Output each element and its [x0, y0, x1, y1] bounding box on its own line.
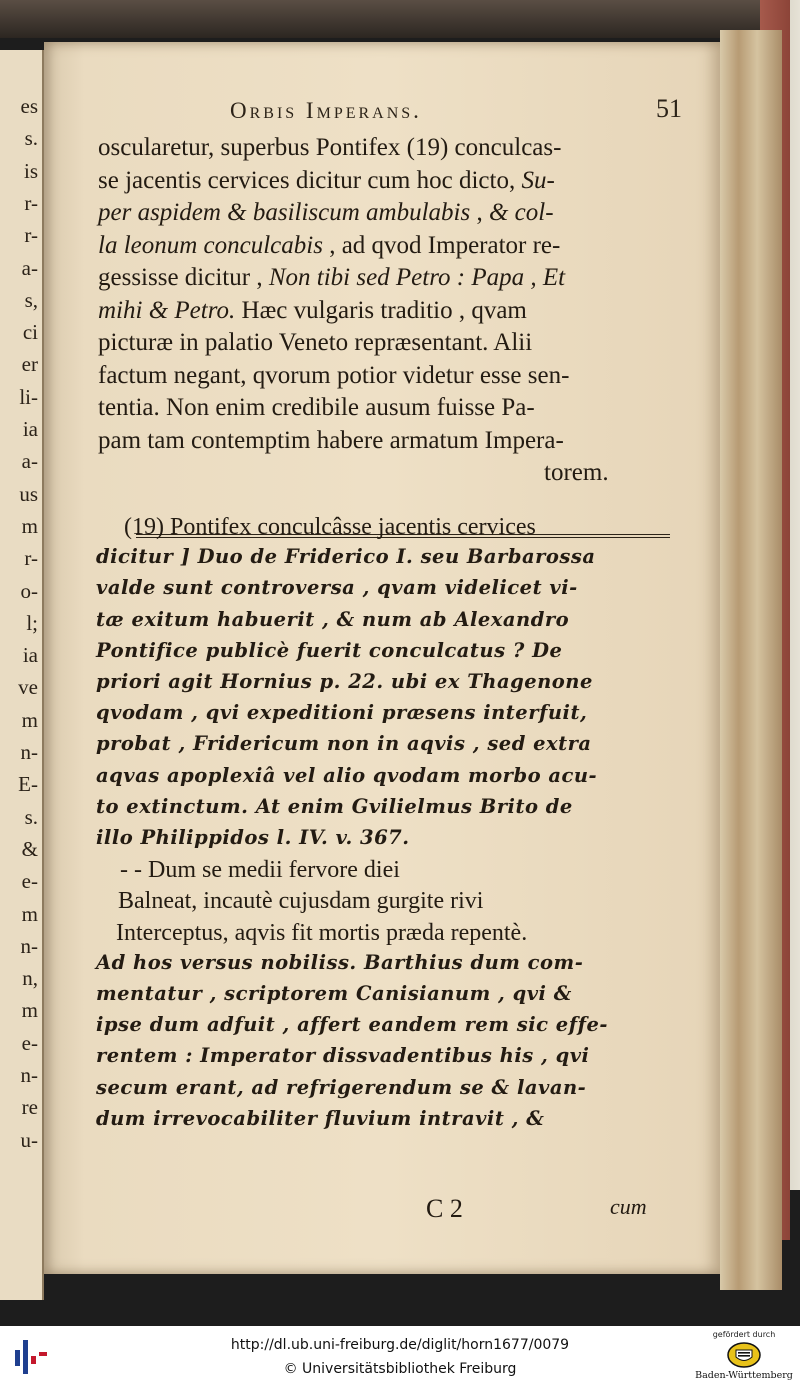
text-run: to extinctum. At enim Gvilielmus Brito de: [96, 794, 573, 818]
left-margin-fragment: l;: [26, 610, 38, 635]
text-run: rentem : Imperator dissvadentibus his , qvi: [96, 1044, 590, 1068]
text-run: ipse dum adfuit , affert eandem rem sic effe-: [96, 1013, 608, 1037]
book-page-edges: [720, 30, 782, 1290]
footnote-line: [96, 639, 562, 662]
text-run: factum negant, qvorum potior videtur esse sen-: [98, 361, 570, 389]
main-text-line: [98, 264, 565, 292]
text-run: tentia. Non enim credibile ausum fuisse Pa-: [98, 394, 535, 421]
text-run: Interceptus, aqvis fit mortis præda repentè.: [116, 919, 528, 946]
left-margin-fragment: us: [19, 481, 38, 506]
footnote-line: [96, 701, 587, 724]
left-margin-fragment: s,: [24, 287, 38, 312]
text-run: illo Philippidos l. IV. v. 367.: [96, 826, 410, 849]
footnote-line: [96, 795, 573, 818]
left-margin-fragment: es: [20, 94, 38, 118]
text-run: , ad qvod Imperator re-: [322, 231, 561, 259]
main-text-line: [544, 459, 609, 487]
footnote-line: [118, 888, 483, 915]
footnote-line: [96, 1107, 544, 1130]
permalink-url[interactable]: http://dl.ub.uni-freiburg.de/diglit/horn1677/0079: [230, 1337, 570, 1353]
left-page-fragment: [0, 50, 44, 1300]
text-run: dicitur ]: [96, 545, 198, 569]
footnote-line: [96, 608, 569, 631]
left-margin-fragment: ia: [22, 643, 38, 668]
left-margin-fragment: m: [21, 707, 38, 732]
signature-mark: C 2: [426, 1194, 463, 1223]
left-margin-fragment: m: [21, 998, 38, 1023]
left-margin-fragment: er: [21, 352, 38, 377]
text-run: pam tam contemptim habere armatum Impera-: [98, 426, 564, 454]
main-text-line: [98, 427, 564, 455]
left-margin-fragment: s.: [24, 804, 38, 829]
left-margin-fragment: ci: [22, 320, 38, 345]
text-run: la leonum conculcabis: [98, 231, 323, 259]
footnote-line: [96, 576, 578, 599]
text-run: Non tibi sed Petro : Papa , Et: [268, 264, 566, 291]
left-margin-fragment: r-: [24, 546, 38, 571]
text-run: (19) Pontifex conculcâsse jacentis cervices: [124, 514, 536, 540]
main-text-line: [98, 329, 532, 357]
copyright-text: © Universitätsbibliothek Freiburg: [283, 1361, 517, 1377]
page-number: 51: [656, 94, 682, 123]
left-margin-fragment: a-: [21, 449, 38, 474]
left-margin-fragment: &: [21, 836, 38, 861]
text-run: ,: [470, 199, 489, 226]
footnote-line: [124, 514, 536, 541]
text-run: picturæ in palatio Veneto repræsentant. Alii: [98, 329, 533, 356]
footnote-line: [116, 920, 527, 947]
book-page: [44, 42, 720, 1274]
left-margin-fragment: re: [21, 1095, 38, 1120]
left-margin-fragment: o-: [20, 578, 38, 603]
text-run: mentatur , scriptorem Canisianum , qvi &: [96, 982, 572, 1005]
left-margin-fragment: m: [21, 901, 38, 926]
text-run: qvodam , qvi expeditioni præsens interfuit,: [96, 701, 588, 725]
left-margin-fragment: r-: [24, 223, 38, 248]
text-run: aqvas apoplexiâ vel alio qvodam morbo acu-: [96, 763, 598, 787]
main-text-line: [98, 167, 555, 195]
text-run: priori agit Hornius p. 22. ubi ex Thagenone: [96, 670, 593, 693]
main-text-line: [98, 134, 561, 162]
left-margin-fragment: ve: [18, 675, 38, 700]
text-run: oscularetur, superbus Pontifex (19) conculcas-: [98, 134, 562, 161]
main-text-line: [98, 232, 560, 260]
footnote-line: [120, 857, 400, 884]
footnote-line: [96, 1044, 589, 1067]
sponsor-block: [694, 1330, 794, 1384]
left-margin-fragment: n,: [22, 966, 38, 991]
sponsor-name: Baden-Württemberg: [695, 1370, 793, 1381]
main-text-line: [98, 362, 569, 390]
footnote-line: [96, 545, 595, 568]
text-run: Duo de Friderico I. seu Barbarossa: [197, 545, 596, 569]
left-margin-fragment: m: [21, 513, 38, 538]
left-margin-fragment: s.: [24, 126, 38, 151]
baden-wuerttemberg-crest-icon: [727, 1342, 761, 1368]
left-margin-fragment: u-: [20, 1127, 38, 1152]
running-title: Orbis Imperans.: [230, 98, 422, 123]
text-run: Ad hos versus nobiliss. Barthius dum com-: [96, 950, 584, 974]
text-run: Hæc vulgaris traditio , qvam: [235, 296, 527, 324]
text-run: dum irrevocabiliter fluvium intravit , &: [96, 1106, 545, 1130]
text-run: gessisse dicitur ,: [98, 264, 269, 291]
catchword: cum: [610, 1194, 647, 1219]
left-margin-fragment: a-: [21, 255, 38, 280]
text-run: Balneat, incautè cujusdam gurgite rivi: [118, 888, 484, 915]
text-run: Su-: [521, 166, 555, 194]
footnote-line: [96, 1076, 586, 1099]
footnote-line: [96, 732, 592, 755]
sponsor-label: gefördert durch: [712, 1330, 776, 1339]
book-binding-top: [0, 0, 780, 38]
text-run: tæ exitum habuerit , & num ab Alexandro: [96, 607, 570, 631]
footnote-line: [96, 982, 572, 1005]
left-margin-fragment: n-: [20, 740, 38, 764]
footnote-line: [96, 764, 597, 787]
left-margin-fragment: E-: [18, 772, 38, 797]
main-text-line: [98, 199, 554, 227]
text-run: secum erant, ad refrigerendum se & lavan-: [96, 1075, 587, 1099]
main-text-line: [98, 297, 527, 325]
text-run: valde sunt controversa , qvam videlicet vi-: [96, 576, 578, 600]
left-margin-fragment: is: [23, 158, 38, 183]
text-run: probat , Fridericum non in aqvis , sed extra: [96, 732, 592, 756]
footnote-line: [96, 670, 593, 693]
footnote-line: [96, 1013, 608, 1036]
left-margin-fragment: e-: [21, 869, 38, 894]
text-run: Pontifice publicè fuerit conculcatus ? De: [96, 638, 563, 662]
left-margin-fragment: li-: [19, 384, 38, 409]
left-margin-fragment: ia: [22, 417, 38, 441]
text-run: mihi & Petro.: [98, 296, 236, 324]
footnote-line: [96, 826, 410, 849]
left-margin-fragment: n-: [20, 933, 38, 958]
left-margin-fragment: n-: [20, 1063, 38, 1087]
main-text-line: [98, 394, 535, 422]
left-margin-fragment: e-: [21, 1030, 38, 1055]
text-run: se jacentis cervices dicitur cum hoc dicto,: [98, 166, 522, 194]
text-run: - - Dum se medii fervore diei: [120, 857, 400, 884]
text-run: per aspidem & basiliscum ambulabis: [98, 199, 471, 226]
text-run: & col-: [488, 199, 554, 226]
text-run: torem.: [544, 459, 609, 486]
left-margin-fragment: r-: [24, 190, 38, 215]
footnote-line: [96, 951, 583, 974]
